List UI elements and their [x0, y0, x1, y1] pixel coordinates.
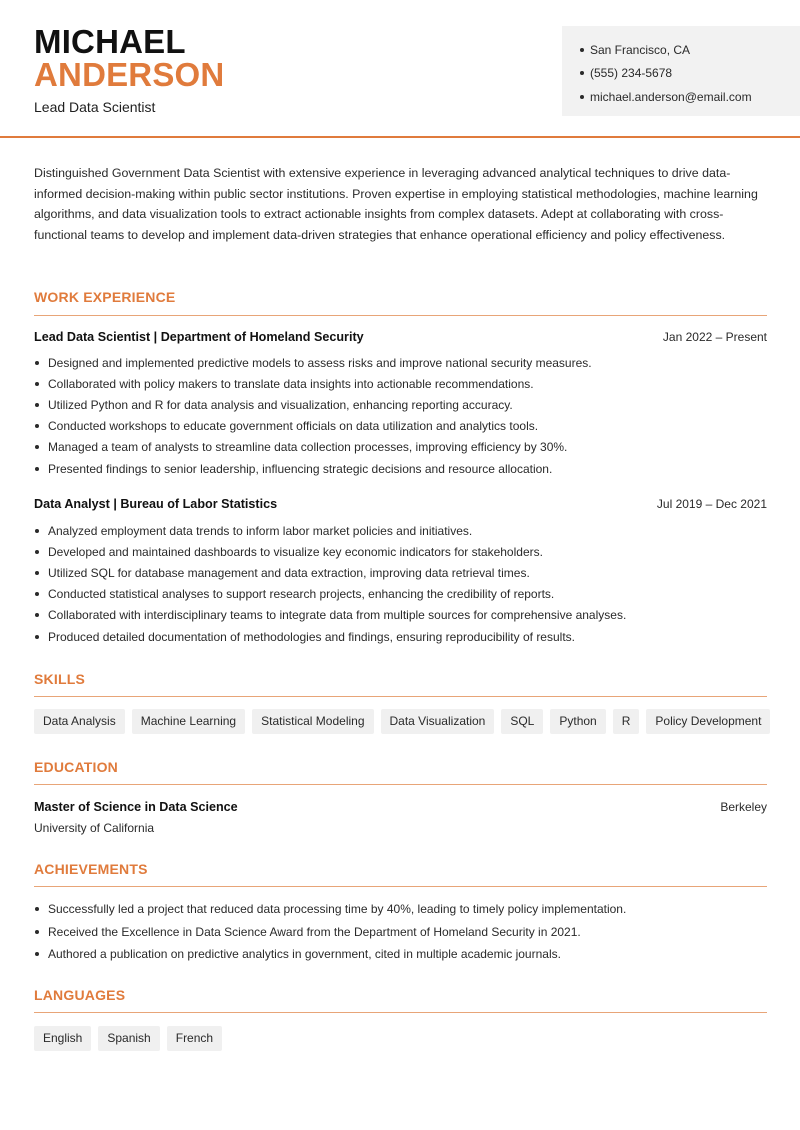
list-item-text: Utilized Python and R for data analysis and visualization, enhancing reporting accuracy. [48, 397, 513, 412]
list-item-text: Developed and maintained dashboards to visualize key economic indicators for stakeholders. [48, 544, 543, 559]
bullet-icon [35, 930, 39, 934]
section-title-work-experience: WORK EXPERIENCE [34, 289, 176, 305]
job-bullet-list [34, 520, 767, 647]
section-title-languages: LANGUAGES [34, 987, 126, 1003]
skill-chip: SQL [501, 709, 543, 734]
resume-header [0, 0, 800, 138]
list-item-text: Collaborated with interdisciplinary teams to integrate data from multiple sources for comprehensive analyses. [48, 608, 627, 623]
bullet-icon [35, 467, 39, 471]
list-item-text: Authored a publication on predictive analytics in government, cited in multiple academic journals. [48, 947, 561, 962]
list-item [34, 584, 767, 605]
list-item-text: Analyzed employment data trends to inform labor market policies and initiatives. [48, 523, 473, 538]
job-title: Lead Data Scientist [34, 99, 156, 115]
list-item-text: Managed a team of analysts to streamline data collection processes, improving efficiency by 30%. [48, 440, 568, 455]
first-name: MICHAEL [34, 23, 186, 60]
education-degree: Master of Science in Data Science [34, 800, 238, 814]
job-header [34, 497, 767, 511]
list-item [34, 943, 767, 966]
job-role: Data Analyst | Bureau of Labor Statistics [34, 497, 278, 511]
education-location: Berkeley [720, 800, 767, 814]
skill-chip: Statistical Modeling [252, 709, 373, 734]
bullet-icon [35, 550, 39, 554]
achievements-list [34, 898, 767, 966]
list-item [34, 520, 767, 541]
list-item-text: Successfully led a project that reduced data processing time by 40%, leading to timely policy implementation. [48, 902, 627, 917]
bullet-icon [35, 592, 39, 596]
bullet-icon [35, 445, 39, 449]
section-divider [34, 886, 767, 887]
section-divider [34, 1012, 767, 1013]
bullet-icon [580, 71, 584, 75]
list-item [34, 373, 767, 394]
list-item [34, 394, 767, 415]
contact-location-text: San Francisco, CA [590, 42, 691, 57]
skill-chip: Data Visualization [381, 709, 495, 734]
languages-list [34, 1026, 774, 1051]
last-name: ANDERSON [34, 56, 225, 93]
contact-email [580, 85, 800, 109]
language-chip: Spanish [98, 1026, 159, 1051]
list-item [34, 458, 767, 479]
section-divider [34, 696, 767, 697]
skill-chip: Machine Learning [132, 709, 245, 734]
bullet-icon [35, 952, 39, 956]
job-role: Lead Data Scientist | Department of Homeland Security [34, 330, 364, 344]
list-item [34, 898, 767, 921]
job-header [34, 330, 767, 344]
list-item [34, 562, 767, 583]
skill-chip: R [613, 709, 640, 734]
list-item-text: Designed and implemented predictive models to assess risks and improve national security measures. [48, 355, 592, 370]
job-dates: Jan 2022 – Present [662, 330, 767, 344]
section-title-education: EDUCATION [34, 759, 118, 775]
skill-chip: Policy Development [646, 709, 770, 734]
list-item-text: Produced detailed documentation of methodologies and findings, ensuring reproducibility of results. [48, 629, 575, 644]
language-chip: French [167, 1026, 222, 1051]
professional-summary: Distinguished Government Data Scientist with extensive experience in leveraging advanced analytical techniques to drive data-informed decision-making within public sector institutions. Proven expertise in employing statistical methodologies, machine learning algorithms, and data visualization tools to extract actionable insights from complex datasets. Adept at collaborating with cross-functional teams to develop and implement data-driven strategies that enhance operational efficiency and policy effectiveness. [34, 166, 758, 242]
skill-chip: Data Analysis [34, 709, 125, 734]
bullet-icon [35, 529, 39, 533]
section-title-achievements: ACHIEVEMENTS [34, 861, 148, 877]
contact-box [562, 26, 800, 116]
list-item [34, 921, 767, 944]
list-item [34, 541, 767, 562]
job-bullet-list [34, 352, 767, 479]
bullet-icon [35, 907, 39, 911]
section-divider [34, 315, 767, 316]
skill-chip: Python [550, 709, 605, 734]
education-header [34, 800, 767, 814]
contact-email-text: michael.anderson@email.com [590, 89, 752, 104]
list-item-text: Collaborated with policy makers to translate data insights into actionable recommendations. [48, 376, 534, 391]
bullet-icon [35, 382, 39, 386]
bullet-icon [35, 635, 39, 639]
bullet-icon [35, 613, 39, 617]
list-item [34, 416, 767, 437]
language-chip: English [34, 1026, 91, 1051]
job-dates: Jul 2019 – Dec 2021 [656, 497, 767, 511]
list-item-text: Conducted statistical analyses to support research projects, enhancing the credibility of reports. [48, 587, 555, 602]
list-item-text: Presented findings to senior leadership, influencing strategic decisions and resource allocation. [48, 461, 553, 476]
list-item [34, 437, 767, 458]
section-title-skills: SKILLS [34, 671, 85, 687]
skills-list [34, 709, 774, 734]
bullet-icon [35, 361, 39, 365]
contact-phone [580, 62, 800, 86]
list-item [34, 352, 767, 373]
list-item-text: Received the Excellence in Data Science Award from the Department of Homeland Security in 2021. [48, 924, 581, 939]
bullet-icon [35, 424, 39, 428]
list-item-text: Utilized SQL for database management and data extraction, improving data retrieval times. [48, 565, 530, 580]
section-divider [34, 784, 767, 785]
list-item [34, 605, 767, 626]
bullet-icon [580, 48, 584, 52]
list-item-text: Conducted workshops to educate government officials on data utilization and analytics tools. [48, 419, 539, 434]
education-school: University of California [34, 821, 155, 835]
bullet-icon [35, 571, 39, 575]
bullet-icon [35, 403, 39, 407]
list-item [34, 626, 767, 647]
contact-phone-text: (555) 234-5678 [590, 66, 673, 81]
contact-location [580, 38, 800, 62]
bullet-icon [580, 95, 584, 99]
